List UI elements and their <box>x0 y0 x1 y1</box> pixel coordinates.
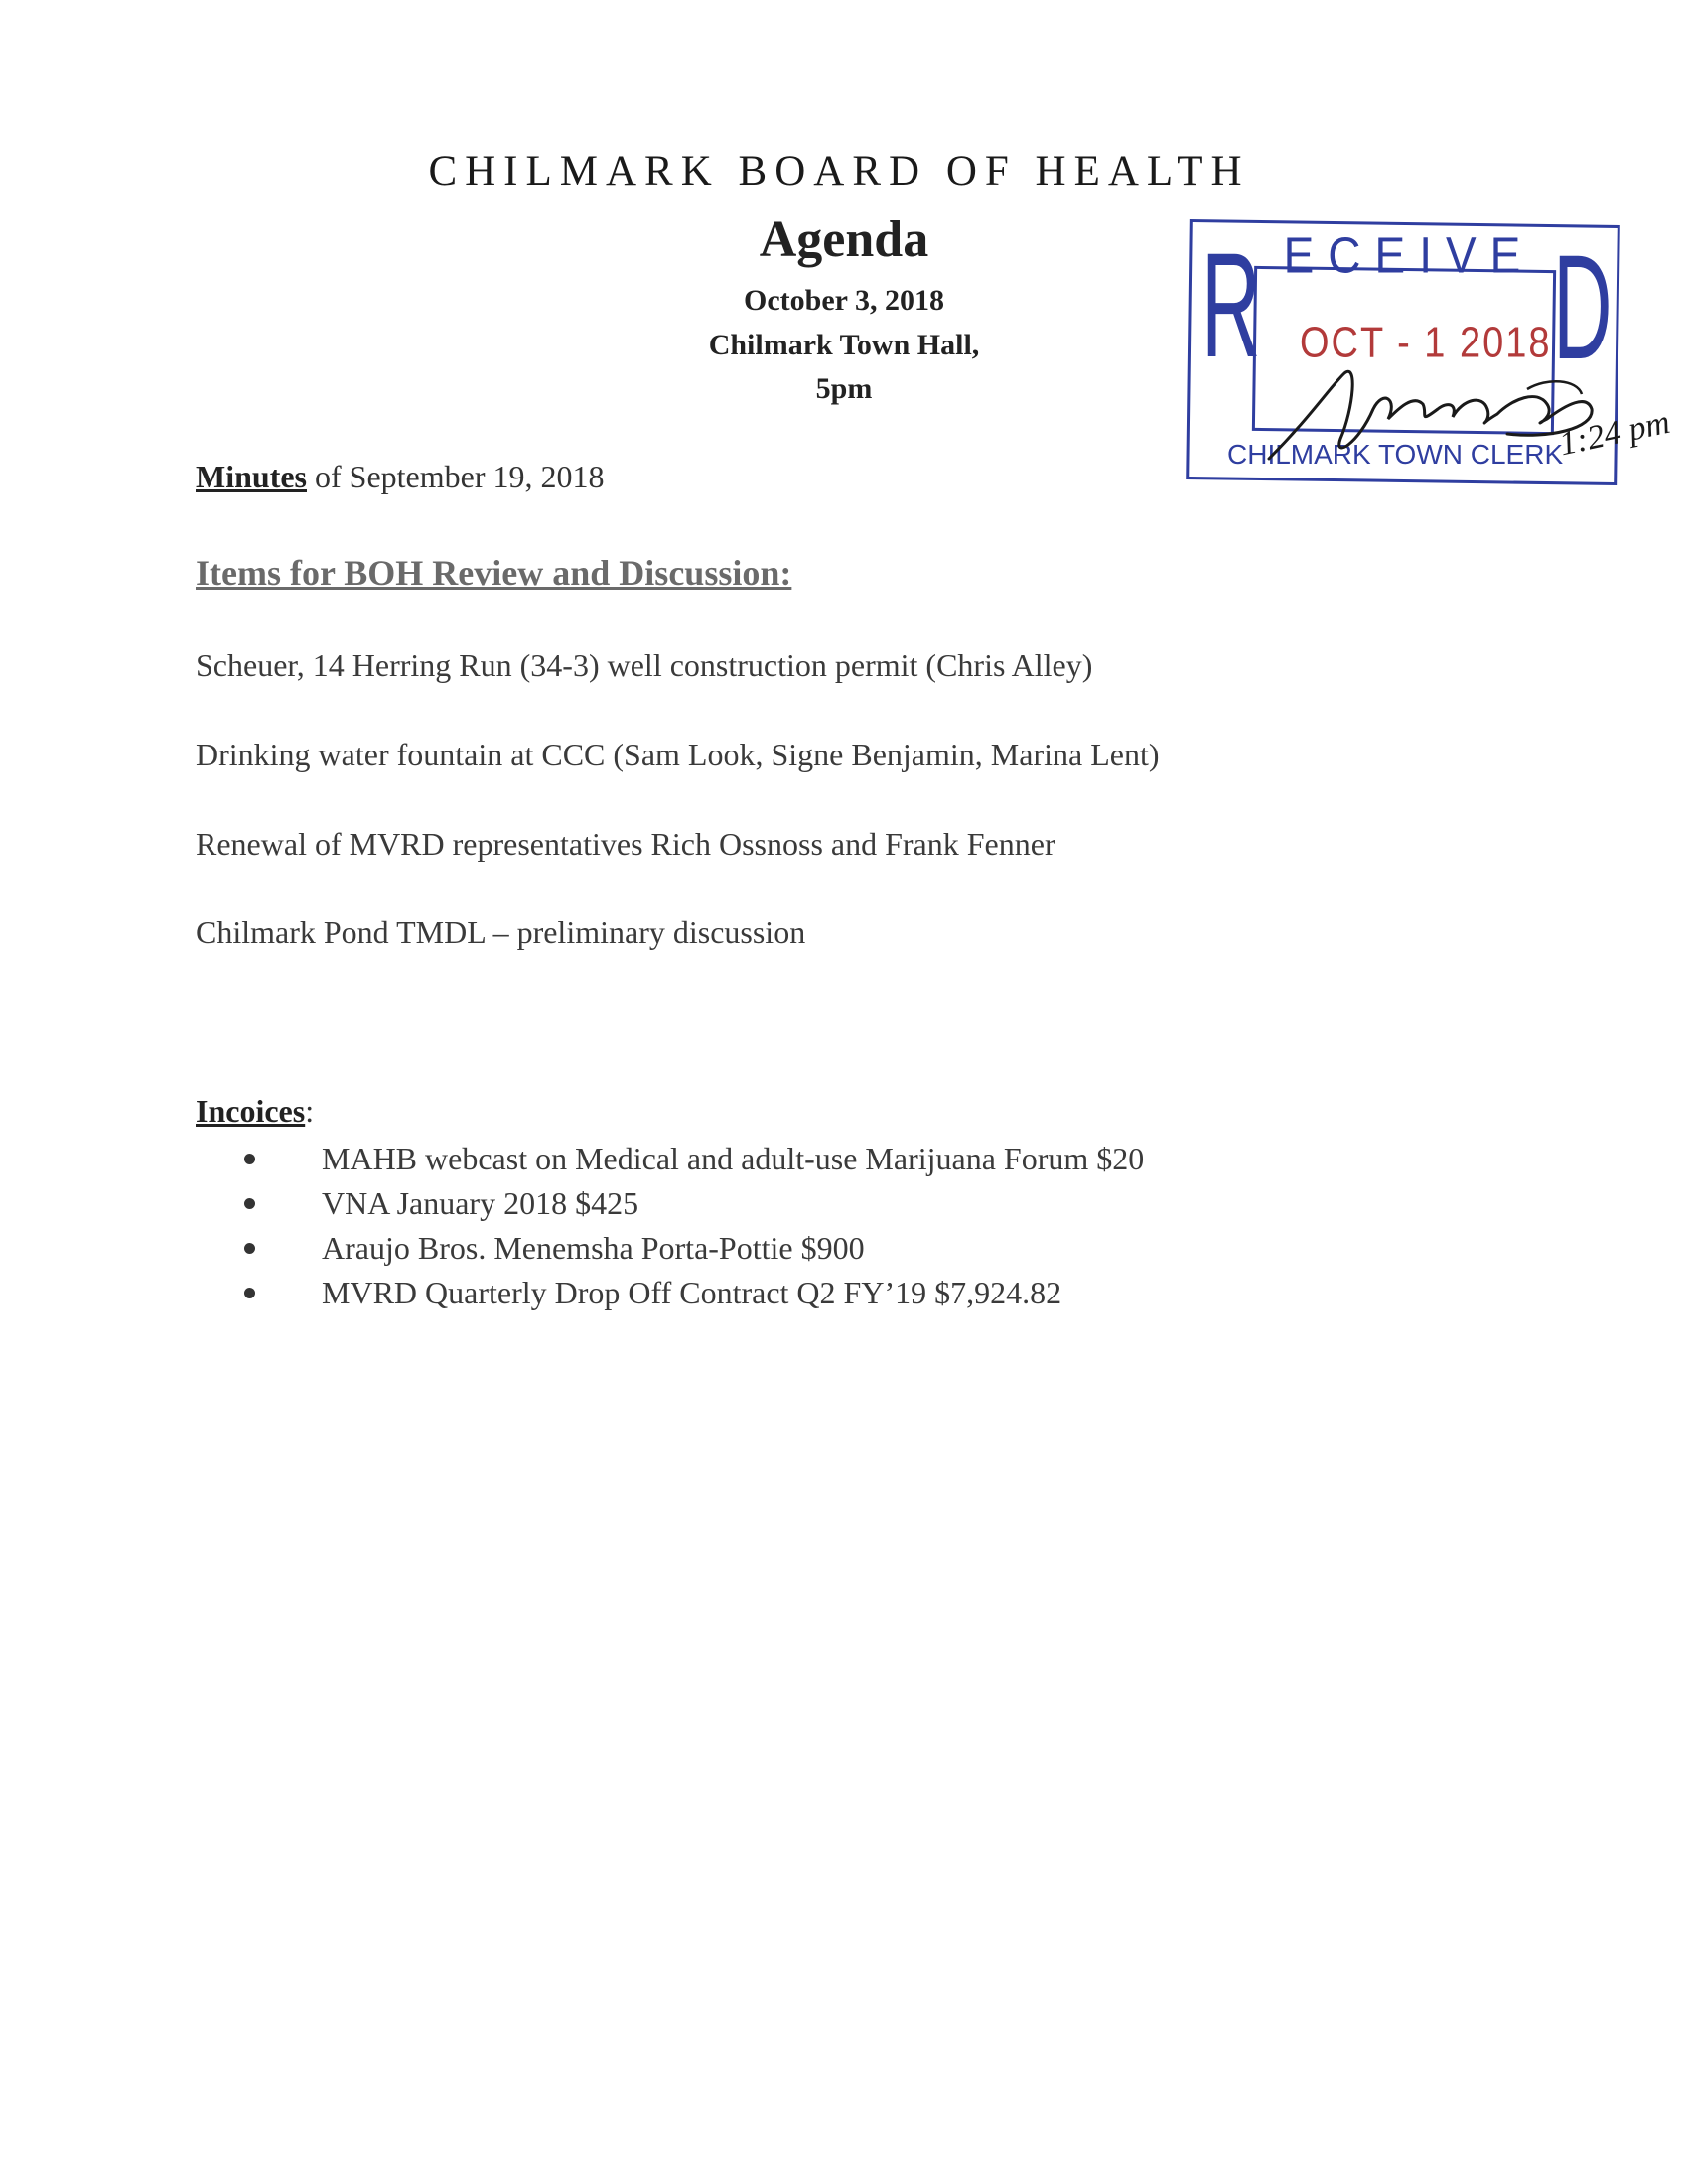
bullet-icon <box>244 1154 255 1164</box>
invoices-colon: : <box>305 1093 315 1129</box>
minutes-text: of September 19, 2018 <box>307 459 605 494</box>
review-item: Scheuer, 14 Herring Run (34-3) well construction permit (Chris Alley) <box>196 647 1093 683</box>
review-heading: Items for BOH Review and Discussion: <box>196 553 792 593</box>
review-item: Renewal of MVRD representatives Rich Ossnoss and Frank Fenner <box>196 826 1055 862</box>
invoice-text: Araujo Bros. Menemsha Porta-Pottie $900 <box>322 1230 865 1266</box>
stamp-letters: ECEIVE <box>1283 226 1535 284</box>
stamp-letter-d: D <box>1553 223 1613 390</box>
meeting-location: Chilmark Town Hall, <box>708 329 980 361</box>
invoice-item <box>238 1226 1144 1271</box>
invoice-text: MAHB webcast on Medical and adult-use Marijuana Forum $20 <box>322 1141 1145 1176</box>
invoice-list <box>238 1137 1144 1315</box>
review-item: Chilmark Pond TMDL – preliminary discussion <box>196 914 806 950</box>
meeting-date: October 3, 2018 <box>744 284 944 317</box>
bullet-icon <box>244 1288 255 1298</box>
stamp-clerk-label: CHILMARK TOWN CLERK <box>1227 439 1564 470</box>
stamp-letter-r: R <box>1201 221 1261 388</box>
stamp-time-note: 1:24 pm <box>1556 403 1673 464</box>
invoice-item <box>238 1181 1144 1226</box>
organization-heading: CHILMARK BOARD OF HEALTH <box>428 148 1250 195</box>
page-title: Agenda <box>759 211 929 268</box>
minutes-line <box>196 459 605 495</box>
review-item: Drinking water fountain at CCC (Sam Look, Signe Benjamin, Marina Lent) <box>196 737 1160 772</box>
minutes-label: Minutes <box>196 459 307 494</box>
signature-flourish <box>1527 381 1582 394</box>
bullet-icon <box>244 1243 255 1254</box>
bullet-icon <box>244 1198 255 1209</box>
invoices-label: Incoices <box>196 1093 306 1129</box>
invoice-item <box>238 1137 1144 1181</box>
meeting-time: 5pm <box>815 372 873 405</box>
signature-stroke <box>1269 371 1592 459</box>
invoice-text: VNA January 2018 $425 <box>322 1185 639 1221</box>
invoice-item <box>238 1271 1144 1315</box>
invoices-heading <box>196 1093 314 1130</box>
stamp-date: OCT - 1 2018 <box>1300 319 1552 368</box>
clerk-signature <box>1249 349 1646 488</box>
invoice-text: MVRD Quarterly Drop Off Contract Q2 FY’19 $7,924.82 <box>322 1275 1062 1310</box>
